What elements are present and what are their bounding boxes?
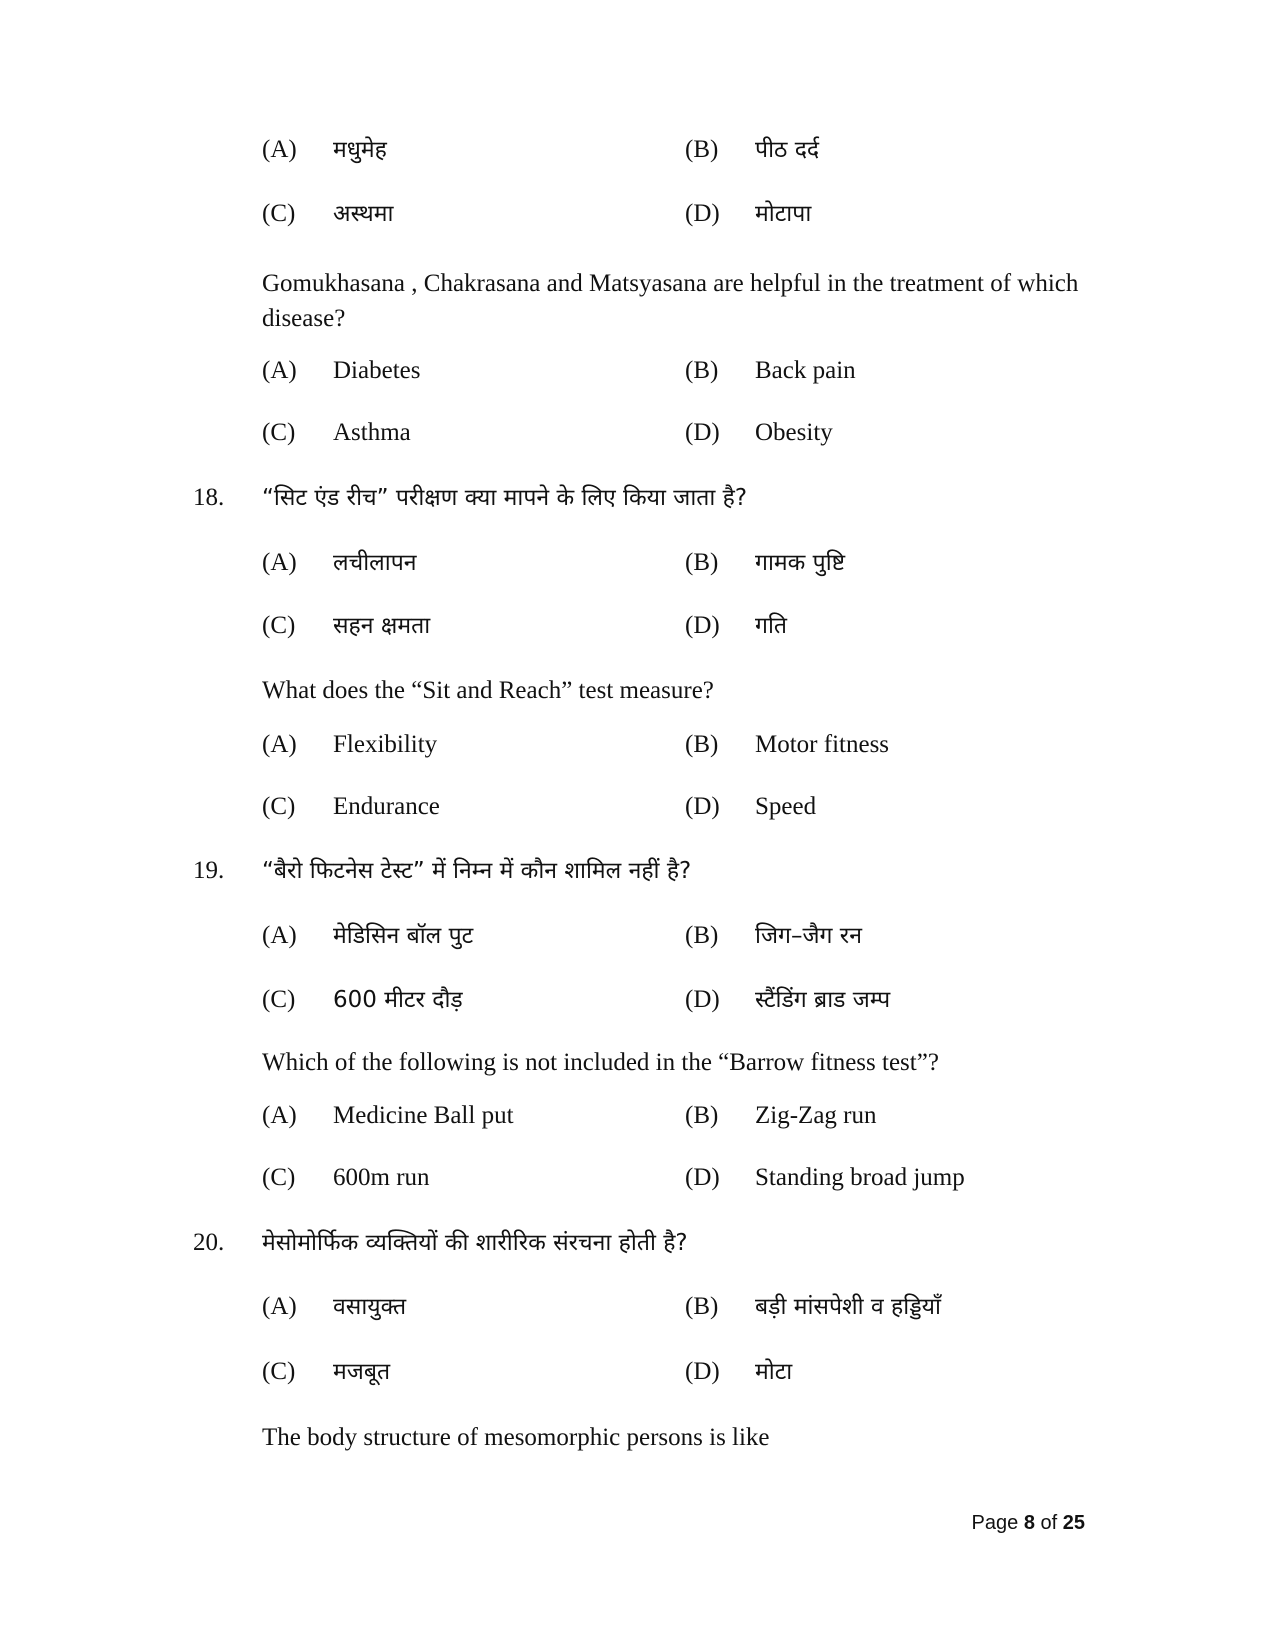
question-text-english-row: [0, 1418, 1275, 1458]
option-text: पीठ दर्द: [755, 137, 820, 163]
option-letter: (B): [685, 549, 719, 576]
option-letter: (D): [685, 986, 720, 1013]
option-letter: (B): [685, 1102, 719, 1129]
total-pages-number: 25: [1062, 1512, 1085, 1534]
option-letter: (D): [685, 1358, 720, 1385]
option-text: 600m run: [333, 1164, 430, 1191]
option-text: Standing broad jump: [755, 1164, 965, 1191]
question-text-english: Which of the following is not included in the “Barrow fitness test”?: [262, 1049, 939, 1076]
page-label: Page: [971, 1512, 1019, 1534]
option-row: [0, 1096, 1275, 1136]
option-letter: (C): [262, 793, 296, 820]
option-letter: (A): [262, 1102, 297, 1129]
option-text: मधुमेह: [333, 137, 387, 163]
option-letter: (A): [262, 1293, 297, 1320]
option-letter: (C): [262, 419, 296, 446]
question-row: [0, 478, 1275, 518]
question-text-english: Gomukhasana , Chakrasana and Matsyasana are helpful in the treatment of which disease?: [262, 270, 1079, 332]
option-letter: (A): [262, 731, 297, 758]
option-text: वसायुक्त: [333, 1294, 407, 1320]
option-letter: (D): [685, 419, 720, 446]
option-letter: (C): [262, 200, 296, 227]
option-text: गामक पुष्टि: [755, 550, 846, 576]
page-footer: [972, 1512, 1085, 1535]
question-text-hindi: “बैरो फिटनेस टेस्ट” में निम्न में कौन शामिल नहीं है?: [262, 858, 692, 884]
option-text: Motor fitness: [755, 731, 890, 758]
of-label: of: [1040, 1512, 1058, 1534]
option-row: [0, 194, 1275, 234]
option-letter: (C): [262, 612, 296, 639]
option-text: लचीलापन: [333, 550, 417, 576]
option-row: [0, 980, 1275, 1020]
option-letter: (D): [685, 1164, 720, 1191]
option-text: अस्थमा: [333, 201, 394, 227]
question-text-english: The body structure of mesomorphic persons is like: [262, 1424, 770, 1451]
option-row: [0, 351, 1275, 391]
option-row: [0, 1158, 1275, 1198]
question-number: 20.: [193, 1229, 225, 1256]
question-row: [0, 851, 1275, 891]
option-text: मोटापा: [755, 201, 812, 227]
option-text: Obesity: [755, 419, 833, 446]
option-letter: (A): [262, 136, 297, 163]
option-row: [0, 606, 1275, 646]
option-text: बड़ी मांसपेशी व हड्डियाँ: [755, 1294, 941, 1320]
question-text-english: What does the “Sit and Reach” test measure?: [262, 677, 714, 704]
option-row: [0, 725, 1275, 765]
option-text: Back pain: [755, 357, 856, 384]
option-letter: (B): [685, 136, 719, 163]
option-text: मजबूत: [333, 1359, 391, 1385]
option-text: Medicine Ball put: [333, 1102, 514, 1129]
option-text: Asthma: [333, 419, 411, 446]
option-text: Zig-Zag run: [755, 1102, 877, 1129]
option-row: [0, 413, 1275, 453]
option-row: [0, 916, 1275, 956]
option-text: Endurance: [333, 793, 440, 820]
option-text: Diabetes: [333, 357, 421, 384]
current-page-number: 8: [1023, 1512, 1035, 1534]
option-text: Speed: [755, 793, 817, 820]
option-letter: (C): [262, 1164, 296, 1191]
question-number: 19.: [193, 857, 225, 884]
option-letter: (D): [685, 612, 720, 639]
option-text: मोटा: [755, 1359, 793, 1385]
option-letter: (B): [685, 922, 719, 949]
option-row: [0, 787, 1275, 827]
option-text: जिग–जैग रन: [755, 923, 862, 949]
question-text-hindi: मेसोमोर्फिक व्यक्तियों की शारीरिक संरचना होती है?: [262, 1230, 688, 1256]
option-row: [0, 1287, 1275, 1327]
option-letter: (B): [685, 731, 719, 758]
option-letter: (B): [685, 1293, 719, 1320]
option-letter: (B): [685, 357, 719, 384]
option-letter: (C): [262, 986, 296, 1013]
option-letter: (A): [262, 922, 297, 949]
option-letter: (A): [262, 357, 297, 384]
option-letter: (D): [685, 200, 720, 227]
option-text: Flexibility: [333, 731, 438, 758]
question-text-english-row: [0, 1043, 1275, 1083]
option-text: स्टैंडिंग ब्राड जम्प: [755, 987, 891, 1013]
question-text-hindi: “सिट एंड रीच” परीक्षण क्या मापने के लिए किया जाता है?: [262, 485, 748, 511]
option-letter: (D): [685, 793, 720, 820]
option-letter: (A): [262, 549, 297, 576]
question-row: [0, 1223, 1275, 1263]
option-row: [0, 1352, 1275, 1392]
option-letter: (C): [262, 1358, 296, 1385]
option-text: 600 मीटर दौड़: [333, 987, 463, 1013]
option-row: [0, 130, 1275, 170]
option-text: गति: [755, 613, 788, 639]
question-number: 18.: [193, 484, 225, 511]
question-text-english-row: [0, 671, 1275, 711]
option-text: मेडिसिन बॉल पुट: [333, 923, 474, 949]
option-row: [0, 543, 1275, 583]
option-text: सहन क्षमता: [333, 613, 431, 639]
